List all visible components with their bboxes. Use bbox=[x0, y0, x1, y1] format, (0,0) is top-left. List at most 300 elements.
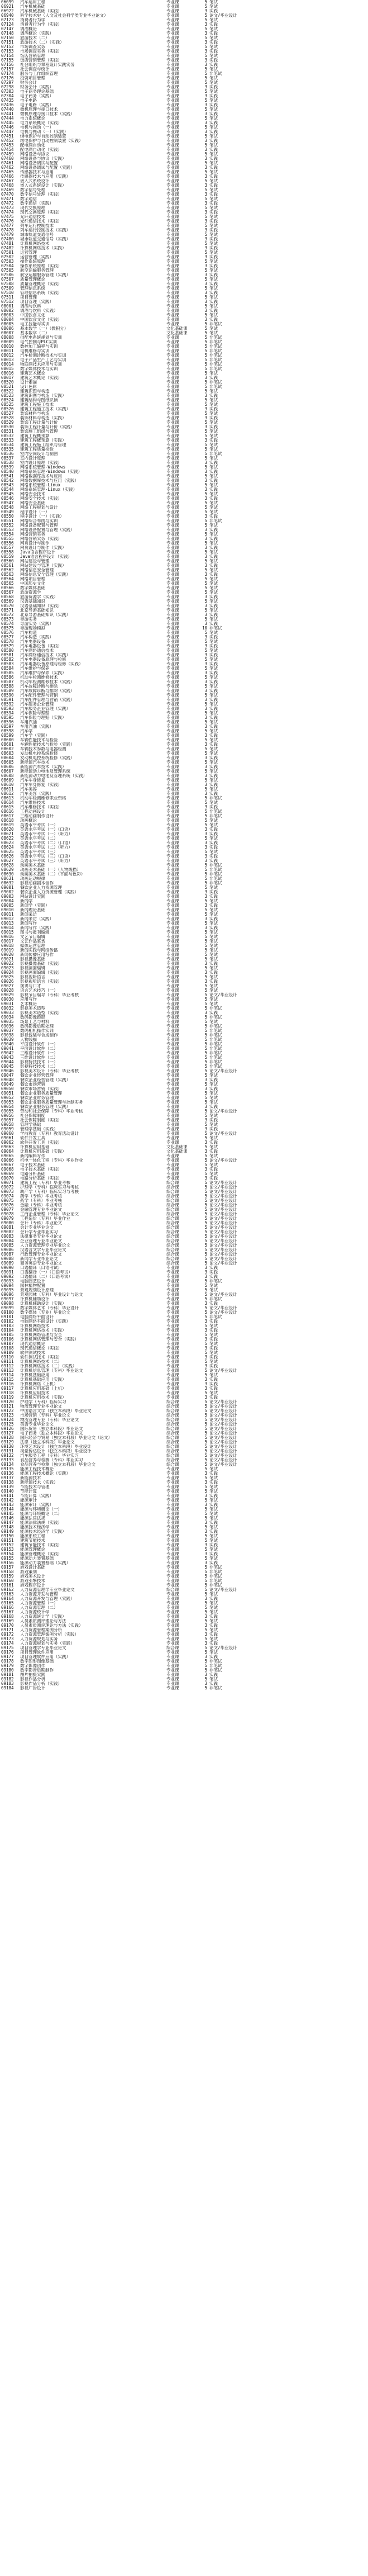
course-category: 专业课 bbox=[166, 840, 179, 845]
exam-type: 实践 bbox=[209, 1654, 218, 1659]
course-credits: 3 bbox=[204, 1480, 207, 1485]
course-category: 专业课 bbox=[166, 693, 179, 698]
course-credits: 5 bbox=[204, 196, 207, 201]
course-credits: 3 bbox=[204, 1596, 207, 1601]
table-row bbox=[0, 121, 368, 125]
course-category: 专业课 bbox=[166, 1498, 179, 1503]
course-category: 专业课 bbox=[166, 1310, 179, 1315]
table-row bbox=[0, 631, 368, 635]
course-credits: 5 bbox=[204, 1064, 207, 1069]
course-category: 专业课 bbox=[166, 787, 179, 792]
course-category: 专业课 bbox=[166, 1350, 179, 1355]
exam-type: 论文/毕业设计 bbox=[209, 1216, 237, 1221]
course-code: 09122 bbox=[1, 1408, 14, 1413]
table-row bbox=[0, 993, 368, 997]
exam-type: 非笔试 bbox=[209, 863, 222, 868]
table-row bbox=[0, 233, 368, 237]
course-category: 专业课 bbox=[166, 1672, 179, 1677]
course-name: 汽车运用工程 bbox=[20, 0, 45, 4]
exam-type: 笔试 bbox=[209, 1359, 218, 1364]
course-code: 09180 bbox=[1, 1668, 14, 1673]
course-name: 项目管理学专业毕业论文 bbox=[20, 1646, 66, 1650]
course-category: 专业课 bbox=[166, 129, 179, 134]
course-credits: 3 bbox=[204, 8, 207, 13]
exam-type: 笔试 bbox=[209, 943, 218, 948]
course-credits: 3 bbox=[204, 733, 207, 738]
table-row bbox=[0, 1597, 368, 1601]
course-category: 专业课 bbox=[166, 1265, 179, 1270]
table-row bbox=[0, 859, 368, 863]
course-credits: 3 bbox=[204, 1623, 207, 1628]
course-name: 微机原理与接口技术 bbox=[20, 107, 58, 112]
course-code: 08627 bbox=[1, 858, 14, 863]
course-credits: 5 bbox=[204, 26, 207, 31]
exam-type: 笔试 bbox=[209, 214, 218, 219]
table-row bbox=[0, 13, 368, 18]
course-credits: 5 bbox=[204, 326, 207, 331]
course-credits: 3 bbox=[204, 773, 207, 778]
course-name: 影视特技技术（一） bbox=[20, 1060, 58, 1064]
course-category: 专业课 bbox=[166, 706, 179, 711]
course-credits: 5 bbox=[204, 1677, 207, 1682]
table-row bbox=[0, 470, 368, 474]
course-code: 09174 bbox=[1, 1641, 14, 1646]
course-credits: 3 bbox=[204, 1520, 207, 1525]
table-row bbox=[0, 1118, 368, 1123]
course-name: 运营管理 bbox=[20, 250, 37, 255]
course-credits: 3 bbox=[204, 487, 207, 492]
course-credits: 3 bbox=[204, 183, 207, 188]
course-category: 专业课 bbox=[166, 1359, 179, 1364]
exam-type: 非笔试 bbox=[209, 321, 222, 326]
course-code: 08585 bbox=[1, 670, 14, 675]
exam-type: 笔试 bbox=[209, 371, 218, 376]
course-category: 专业课 bbox=[166, 187, 179, 192]
course-name: 英语专业毕业论文 bbox=[20, 1422, 54, 1427]
course-code: 09050 bbox=[1, 1086, 14, 1091]
course-code: 09106 bbox=[1, 1337, 14, 1342]
course-category: 专业课 bbox=[166, 1489, 179, 1494]
exam-type: 笔试 bbox=[209, 948, 218, 953]
course-code: 07155 bbox=[1, 58, 14, 63]
course-code: 09096 bbox=[1, 1292, 14, 1297]
course-category: 专业课 bbox=[166, 1104, 179, 1109]
course-credits: 5 bbox=[204, 948, 207, 953]
course-code: 07479 bbox=[1, 232, 14, 237]
course-name: 网络信息安全管理（实践） bbox=[20, 572, 70, 577]
table-row bbox=[0, 1570, 368, 1574]
course-credits: 5 bbox=[204, 353, 207, 358]
course-code: 08631 bbox=[1, 876, 14, 881]
course-code: 08573 bbox=[1, 617, 14, 622]
course-code: 07444 bbox=[1, 116, 14, 121]
course-code: 09141 bbox=[1, 1493, 14, 1498]
exam-type: 实践 bbox=[209, 527, 218, 532]
exam-type: 笔试 bbox=[209, 711, 218, 716]
course-credits: 3 bbox=[204, 858, 207, 863]
exam-type: 笔试 bbox=[209, 304, 218, 309]
table-row bbox=[0, 1163, 368, 1167]
course-credits: 3 bbox=[204, 219, 207, 224]
course-credits: 5 bbox=[204, 751, 207, 756]
exam-type: 笔试 bbox=[209, 1390, 218, 1395]
table-row bbox=[0, 237, 368, 242]
exam-type: 非笔试 bbox=[209, 1569, 222, 1574]
course-code: 08572 bbox=[1, 612, 14, 617]
course-code: 08622 bbox=[1, 836, 14, 841]
course-category: 专业课 bbox=[166, 639, 179, 644]
course-code: 07467 bbox=[1, 178, 14, 183]
table-row bbox=[0, 599, 368, 604]
course-code: 09062 bbox=[1, 1140, 14, 1145]
exam-type: 笔试 bbox=[209, 1100, 218, 1105]
course-credits: 5 bbox=[204, 1113, 207, 1118]
course-name: 计算机信息管理（专科）毕业论文 bbox=[20, 1368, 83, 1373]
course-name: 企业管理专业毕业论文 bbox=[20, 1239, 62, 1243]
course-category: 专业课 bbox=[166, 107, 179, 112]
course-category: 专业课 bbox=[166, 626, 179, 631]
table-row bbox=[0, 407, 368, 411]
course-category: 专业课 bbox=[166, 174, 179, 179]
course-code: 08581 bbox=[1, 652, 14, 657]
course-code: 09134 bbox=[1, 1462, 14, 1467]
course-credits: 5 bbox=[204, 1489, 207, 1494]
course-name: 景观规划设计原理 bbox=[20, 1288, 54, 1292]
course-code: 09022 bbox=[1, 961, 14, 966]
table-row bbox=[0, 474, 368, 479]
course-name: 新能源技术（实践） bbox=[20, 1480, 58, 1485]
exam-type: 非笔试 bbox=[209, 1015, 222, 1020]
exam-type: 实践 bbox=[209, 1337, 218, 1342]
course-name: 影视节目编导（专科）毕业考核 bbox=[20, 993, 79, 997]
exam-type: 笔试 bbox=[209, 1475, 218, 1480]
exam-type: 非笔试 bbox=[209, 518, 222, 523]
course-category: 专业课 bbox=[166, 1176, 179, 1181]
table-row bbox=[0, 1266, 368, 1270]
table-row bbox=[0, 331, 368, 335]
course-credits: 3 bbox=[204, 831, 207, 836]
course-name: 中国历史文化 bbox=[20, 581, 45, 586]
course-code: 09136 bbox=[1, 1471, 14, 1476]
exam-type: 实践 bbox=[209, 165, 218, 170]
course-credits: 5 bbox=[204, 116, 207, 121]
course-code: 09015 bbox=[1, 930, 14, 935]
table-row bbox=[0, 751, 368, 756]
course-credits: 3 bbox=[204, 375, 207, 380]
course-name: 工程造价（专科）毕业作业 bbox=[20, 1216, 70, 1221]
course-category: 专业课 bbox=[166, 1529, 179, 1534]
table-row bbox=[0, 89, 368, 94]
course-code: 09170 bbox=[1, 1623, 14, 1628]
course-code: 09150 bbox=[1, 1533, 14, 1538]
exam-type: 实践 bbox=[209, 1140, 218, 1145]
table-row bbox=[0, 1400, 368, 1404]
course-name: 汽车构造（实践） bbox=[20, 635, 54, 640]
course-category: 专业课 bbox=[166, 1305, 179, 1310]
course-credits: 5 bbox=[204, 366, 207, 371]
course-credits: 5 bbox=[204, 1627, 207, 1632]
course-name: 汽车保险与理赔（实践） bbox=[20, 716, 66, 720]
course-credits: 3 bbox=[204, 236, 207, 242]
course-credits: 3 bbox=[204, 1560, 207, 1565]
course-code: 08537 bbox=[1, 456, 14, 461]
course-code: 07454 bbox=[1, 147, 14, 152]
course-credits: 5 bbox=[204, 1511, 207, 1516]
course-credits: 5 bbox=[204, 1484, 207, 1489]
course-category: 专业课 bbox=[166, 245, 179, 250]
course-category: 专业课 bbox=[166, 988, 179, 993]
table-row bbox=[0, 1525, 368, 1530]
course-code: 08530 bbox=[1, 424, 14, 429]
course-credits: 3 bbox=[204, 670, 207, 675]
course-credits: 5 bbox=[204, 1341, 207, 1346]
exam-type: 笔试 bbox=[209, 630, 218, 635]
course-name: 网络工程规划与设计 bbox=[20, 505, 58, 510]
course-credits: 5 bbox=[204, 800, 207, 805]
table-row bbox=[0, 716, 368, 720]
table-row bbox=[0, 1588, 368, 1592]
course-code: 09046 bbox=[1, 1068, 14, 1073]
exam-type: 笔试 bbox=[209, 1533, 218, 1538]
course-code: 07511 bbox=[1, 295, 14, 300]
course-credits: 5 bbox=[204, 1100, 207, 1105]
exam-type: 实践 bbox=[209, 889, 218, 894]
course-name: 汽车保险与理赔 bbox=[20, 711, 50, 716]
course-name: 社会组织与课程设计实践实务 bbox=[20, 63, 75, 67]
exam-type: 非笔试 bbox=[209, 339, 222, 344]
exam-type: 论文/毕业设计 bbox=[209, 1404, 237, 1409]
course-code: 07461 bbox=[1, 160, 14, 165]
course-name: 程序设计（一） bbox=[20, 510, 50, 514]
course-code: 07504 bbox=[1, 263, 14, 268]
course-category: 专业课 bbox=[166, 670, 179, 675]
table-row bbox=[0, 0, 368, 4]
course-name: 计算机应用基础 bbox=[20, 1145, 50, 1149]
course-category: 文化基础课 bbox=[166, 1149, 188, 1154]
exam-type: 非笔试 bbox=[209, 362, 222, 367]
table-row bbox=[0, 1547, 368, 1552]
course-category: 文化基础课 bbox=[166, 326, 188, 331]
table-row bbox=[0, 394, 368, 398]
exam-type: 笔试 bbox=[209, 983, 218, 988]
exam-type: 非笔试 bbox=[209, 380, 222, 385]
course-credits: 5 bbox=[204, 335, 207, 340]
table-row bbox=[0, 532, 368, 537]
exam-type: 笔试 bbox=[209, 778, 218, 783]
course-credits: 3 bbox=[204, 263, 207, 268]
course-code: 09087 bbox=[1, 1252, 14, 1257]
course-credits: 5 bbox=[204, 1180, 207, 1185]
exam-type: 笔试 bbox=[209, 429, 218, 434]
course-credits: 3 bbox=[204, 554, 207, 559]
table-row bbox=[0, 1073, 368, 1078]
course-credits: 5 bbox=[204, 13, 207, 18]
course-credits: 5 bbox=[204, 630, 207, 635]
course-code: 09104 bbox=[1, 1328, 14, 1333]
course-code: 09102 bbox=[1, 1319, 14, 1324]
exam-type: 笔试 bbox=[209, 75, 218, 80]
course-category: 专业课 bbox=[166, 80, 179, 85]
course-name: 市场调查实务（实践） bbox=[20, 49, 62, 54]
course-category: 专业课 bbox=[166, 125, 179, 130]
course-name: 微机原理与接口技术（实践） bbox=[20, 112, 75, 116]
course-credits: 5 bbox=[204, 151, 207, 157]
course-credits: 5 bbox=[204, 939, 207, 944]
exam-type: 笔试 bbox=[209, 1082, 218, 1087]
exam-type: 笔试 bbox=[209, 675, 218, 680]
table-row bbox=[0, 675, 368, 680]
course-credits: 5 bbox=[204, 402, 207, 407]
course-code: 09034 bbox=[1, 1015, 14, 1020]
exam-type: 实践 bbox=[209, 1520, 218, 1525]
table-row bbox=[0, 103, 368, 107]
exam-type: 论文/毕业设计 bbox=[209, 1439, 237, 1445]
exam-type: 实践 bbox=[209, 670, 218, 675]
course-code: 09061 bbox=[1, 1135, 14, 1140]
course-code: 08615 bbox=[1, 804, 14, 809]
course-code: 09028 bbox=[1, 988, 14, 993]
exam-type: 论文/毕业设计 bbox=[209, 1310, 237, 1315]
course-code: 09176 bbox=[1, 1650, 14, 1655]
course-code: 08616 bbox=[1, 809, 14, 814]
course-category: 专业课 bbox=[166, 1041, 179, 1046]
table-row bbox=[0, 492, 368, 496]
course-code: 09019 bbox=[1, 948, 14, 953]
exam-type: 非笔试 bbox=[209, 71, 222, 76]
table-row bbox=[0, 1328, 368, 1333]
course-name: 人力资源管理学专业毕业论文 bbox=[20, 1588, 75, 1592]
table-row bbox=[0, 662, 368, 666]
table-row bbox=[0, 242, 368, 246]
exam-type: 实践 bbox=[209, 961, 218, 966]
course-code: 08011 bbox=[1, 348, 14, 353]
table-row bbox=[0, 447, 368, 452]
exam-type: 实践 bbox=[209, 1104, 218, 1109]
course-name: 网络营销实务 bbox=[20, 532, 45, 537]
course-credits: 5 bbox=[204, 1592, 207, 1597]
course-code: 08565 bbox=[1, 581, 14, 586]
course-category: 专业课 bbox=[166, 1466, 179, 1471]
table-row bbox=[0, 769, 368, 774]
course-name: 汽车学 bbox=[20, 729, 33, 733]
exam-type: 非笔试 bbox=[209, 1050, 222, 1055]
course-category: 专业课 bbox=[166, 769, 179, 774]
course-code: 07473 bbox=[1, 205, 14, 210]
course-credits: 5 bbox=[204, 75, 207, 80]
table-row bbox=[0, 1632, 368, 1637]
exam-type: 笔试 bbox=[209, 4, 218, 9]
course-category: 专业课 bbox=[166, 912, 179, 917]
course-code: 09129 bbox=[1, 1439, 14, 1445]
course-code: 09091 bbox=[1, 1270, 14, 1275]
exam-type: 笔试 bbox=[209, 1372, 218, 1377]
table-row bbox=[0, 170, 368, 174]
course-credits: 5 bbox=[204, 550, 207, 555]
course-name: 数字通信 bbox=[20, 197, 37, 201]
exam-type: 笔试 bbox=[209, 456, 218, 461]
table-row bbox=[0, 36, 368, 40]
table-row bbox=[0, 1677, 368, 1682]
course-category: 专业课 bbox=[166, 1082, 179, 1087]
course-credits: 5 bbox=[204, 1278, 207, 1284]
course-name: 电子商务理论基础 bbox=[20, 89, 54, 94]
course-credits: 5 bbox=[204, 1234, 207, 1239]
course-code: 08007 bbox=[1, 330, 14, 335]
table-row bbox=[0, 224, 368, 228]
course-category: 专业课 bbox=[166, 675, 179, 680]
course-category: 专业课 bbox=[166, 1055, 179, 1060]
course-code: 09100 bbox=[1, 1310, 14, 1315]
table-row bbox=[0, 1427, 368, 1431]
course-code: 09117 bbox=[1, 1386, 14, 1391]
course-code: 08539 bbox=[1, 465, 14, 470]
course-credits: 3 bbox=[204, 979, 207, 984]
table-row bbox=[0, 899, 368, 903]
course-code: 09013 bbox=[1, 921, 14, 926]
exam-type: 笔试 bbox=[209, 491, 218, 496]
exam-type: 实践 bbox=[209, 545, 218, 550]
exam-type: 论文/毕业设计 bbox=[209, 13, 237, 18]
course-name: 节能计算（实践） bbox=[20, 1494, 54, 1498]
table-row bbox=[0, 438, 368, 443]
course-credits: 5 bbox=[204, 1041, 207, 1046]
course-name: 新闻编辑写作 bbox=[20, 1154, 45, 1158]
course-name: 人力资源管理专业毕业论文 bbox=[20, 1243, 70, 1248]
table-row bbox=[0, 9, 368, 13]
course-credits: 5 bbox=[204, 1547, 207, 1552]
exam-type: 笔试 bbox=[209, 433, 218, 438]
course-category: 综合课 bbox=[166, 1587, 179, 1592]
exam-type: 笔试 bbox=[209, 89, 218, 94]
exam-type: 笔试 bbox=[209, 693, 218, 698]
course-credits: 5 bbox=[204, 885, 207, 890]
table-row bbox=[0, 1252, 368, 1257]
course-code: 09109 bbox=[1, 1350, 14, 1355]
course-code: 09148 bbox=[1, 1524, 14, 1530]
course-code: 09140 bbox=[1, 1489, 14, 1494]
course-code: 09160 bbox=[1, 1578, 14, 1583]
course-name: 社会保障制度 bbox=[20, 1114, 45, 1118]
course-category: 专业课 bbox=[166, 880, 179, 886]
course-name: 汽车网络通信技术（实践） bbox=[20, 653, 70, 657]
course-name: 汽车维护与保养（实践） bbox=[20, 671, 66, 675]
course-code: 08628 bbox=[1, 863, 14, 868]
course-code: 08582 bbox=[1, 657, 14, 662]
table-row bbox=[0, 997, 368, 1002]
course-category: 专业课 bbox=[166, 688, 179, 693]
table-row bbox=[0, 1029, 368, 1033]
course-code: 08557 bbox=[1, 545, 14, 550]
course-credits: 5 bbox=[204, 451, 207, 456]
course-name: 服务与工作组织管理 bbox=[20, 72, 58, 76]
exam-type: 实践 bbox=[209, 1086, 218, 1091]
table-row bbox=[0, 1521, 368, 1525]
table-row bbox=[0, 957, 368, 962]
course-name: 汽车电器设备（实践） bbox=[20, 644, 62, 648]
course-name: 电机与拖动（一） bbox=[20, 125, 54, 130]
course-credits: 5 bbox=[204, 357, 207, 362]
exam-type: 实践 bbox=[209, 192, 218, 197]
course-credits: 5 bbox=[204, 1350, 207, 1355]
course-name: 国际经济与贸易（独立本科段）毕业论文（论文） bbox=[20, 1436, 112, 1440]
course-category: 专业课 bbox=[166, 1368, 179, 1373]
table-row bbox=[0, 63, 368, 67]
table-row bbox=[0, 143, 368, 148]
table-row bbox=[0, 608, 368, 613]
exam-type: 笔试 bbox=[209, 746, 218, 751]
course-code: 09086 bbox=[1, 1247, 14, 1252]
course-credits: 5 bbox=[204, 518, 207, 523]
